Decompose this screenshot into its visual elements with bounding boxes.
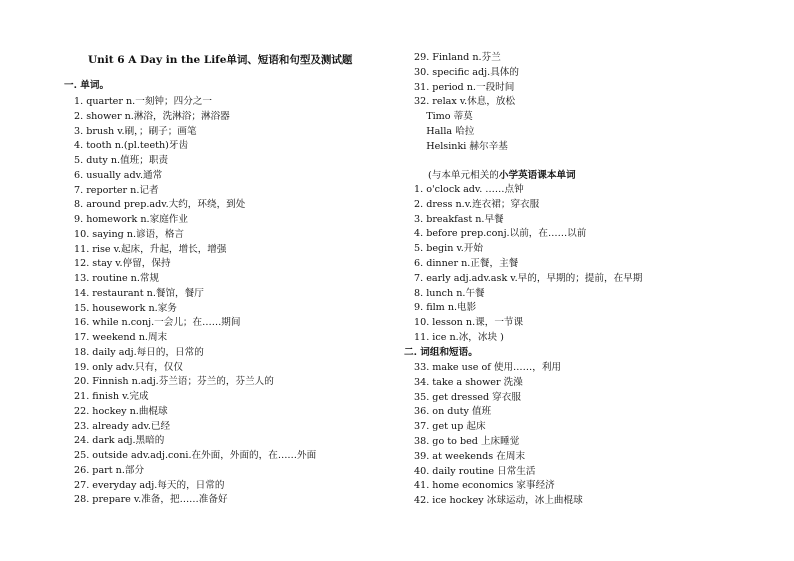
word-list-item: 24. dark adj.黑暗的 bbox=[74, 435, 165, 447]
primary-word-item: 5. begin v.开始 bbox=[414, 243, 483, 255]
primary-words-heading bbox=[428, 170, 576, 182]
word-list-item: 4. tooth n.(pl.teeth)牙齿 bbox=[74, 140, 189, 152]
word-list-item: 7. reporter n.记者 bbox=[74, 184, 159, 196]
phrase-item: 39. at weekends 在周末 bbox=[414, 450, 526, 462]
word-list-item: 2. shower n.淋浴，洗淋浴；淋浴器 bbox=[74, 110, 230, 122]
word-list-item: 1. quarter n.一刻钟；四分之一 bbox=[74, 96, 212, 107]
word-list-item: 27. everyday adj.每天的，日常的 bbox=[74, 479, 225, 491]
word-list-item: 15. housework n.家务 bbox=[74, 302, 177, 314]
primary-word-item: 4. before prep.conj.以前，在……以前 bbox=[414, 228, 587, 240]
word-list-item: 16. while n.conj.一会儿；在……期间 bbox=[74, 317, 241, 329]
word-list-item: 18. daily adj.每日的，日常的 bbox=[74, 346, 204, 358]
primary-heading-prefix: (与本单元相关的 bbox=[428, 170, 499, 181]
word-list-item: 26. part n.部分 bbox=[74, 464, 145, 476]
primary-word-item: 3. breakfast n.早餐 bbox=[414, 213, 504, 225]
word-list-item: 21. finish v.完成 bbox=[74, 391, 149, 402]
phrase-item: 40. daily routine 日常生活 bbox=[414, 465, 536, 477]
phrase-item: 33. make use of 使用……，利用 bbox=[414, 362, 562, 373]
phrase-item: 37. get up 起床 bbox=[414, 421, 486, 433]
primary-word-item: 8. lunch n.午餐 bbox=[414, 287, 485, 299]
primary-word-item: 6. dinner n.正餐，主餐 bbox=[414, 258, 519, 269]
primary-word-item: 10. lesson n.课，一节课 bbox=[414, 317, 524, 329]
word-list-item: 31. period n.一段时间 bbox=[414, 81, 515, 93]
phrase-item: 42. ice hockey 冰球运动，冰上曲棍球 bbox=[414, 495, 583, 507]
primary-word-item: 9. film n.电影 bbox=[414, 302, 477, 314]
primary-word-item: 2. dress n.v.连衣裙；穿衣服 bbox=[414, 198, 540, 210]
primary-word-item: 1. o'clock adv. ……点钟 bbox=[414, 184, 524, 195]
word-list-item: 12. stay v.停留，保持 bbox=[74, 258, 171, 270]
word-list-item: 6. usually adv.通常 bbox=[74, 169, 163, 181]
document-title: Unit 6 A Day in the Life单词、短语和句型及测试题 bbox=[88, 54, 353, 66]
word-list-item: 11. rise v.起床，升起，增长，增强 bbox=[74, 243, 227, 255]
word-list-item: 14. restaurant n.餐馆，餐厅 bbox=[74, 287, 204, 299]
word-list-item: 32. relax v.休息，放松 bbox=[414, 96, 516, 108]
word-list-item: 28. prepare v.准备，把……准备好 bbox=[74, 494, 228, 506]
word-list-item: 30. specific adj.具体的 bbox=[414, 66, 519, 78]
section-heading-words: 一. 单词。 bbox=[64, 80, 110, 91]
word-list-item: Halla 哈拉 bbox=[414, 125, 475, 137]
word-list-item: 25. outside adv.adj.coni.在外面，外面的，在……外面 bbox=[74, 450, 317, 461]
word-list-item: 22. hockey n.曲棍球 bbox=[74, 405, 168, 417]
primary-word-item: 11. ice n.冰，冰块 ) bbox=[414, 332, 504, 343]
phrase-item: 41. home economics 家事经济 bbox=[414, 480, 555, 492]
word-list-item: 23. already adv.已经 bbox=[74, 420, 171, 432]
word-list-item: 3. brush v.刷，；刷子；画笔 bbox=[74, 125, 197, 137]
phrase-item: 38. go to bed 上床睡觉 bbox=[414, 436, 520, 447]
word-list-item: 13. routine n.常规 bbox=[74, 273, 160, 284]
word-list-item: Helsinki 赫尔辛基 bbox=[414, 140, 508, 152]
primary-word-item: 7. early adj.adv.ask v.早的，早期的；提前，在早期 bbox=[414, 272, 643, 284]
word-list-item: Timo 蒂莫 bbox=[414, 111, 473, 122]
word-list-item: 9. homework n.家庭作业 bbox=[74, 214, 188, 225]
phrase-item: 35. get dressed 穿衣服 bbox=[414, 391, 521, 403]
word-list-item: 19. only adv.只有，仅仅 bbox=[74, 361, 183, 373]
word-list-item: 5. duty n.值班；职责 bbox=[74, 155, 169, 166]
word-list-item: 10. saying n.谚语，格言 bbox=[74, 228, 185, 240]
primary-heading-bold: 小学英语课本单词 bbox=[498, 170, 576, 181]
word-list-item: 8. around prep.adv.大约，环绕，到处 bbox=[74, 199, 246, 211]
word-list-item: 20. Finnish n.adj.芬兰语；芬兰的，芬兰人的 bbox=[74, 376, 274, 388]
section-heading-phrases: 二. 词组和短语。 bbox=[404, 347, 478, 358]
word-list-item: 17. weekend n.周末 bbox=[74, 332, 168, 343]
phrase-item: 36. on duty 值班 bbox=[414, 406, 492, 418]
word-list-item: 29. Finland n.芬兰 bbox=[414, 52, 501, 63]
phrase-item: 34. take a shower 洗澡 bbox=[414, 376, 523, 388]
